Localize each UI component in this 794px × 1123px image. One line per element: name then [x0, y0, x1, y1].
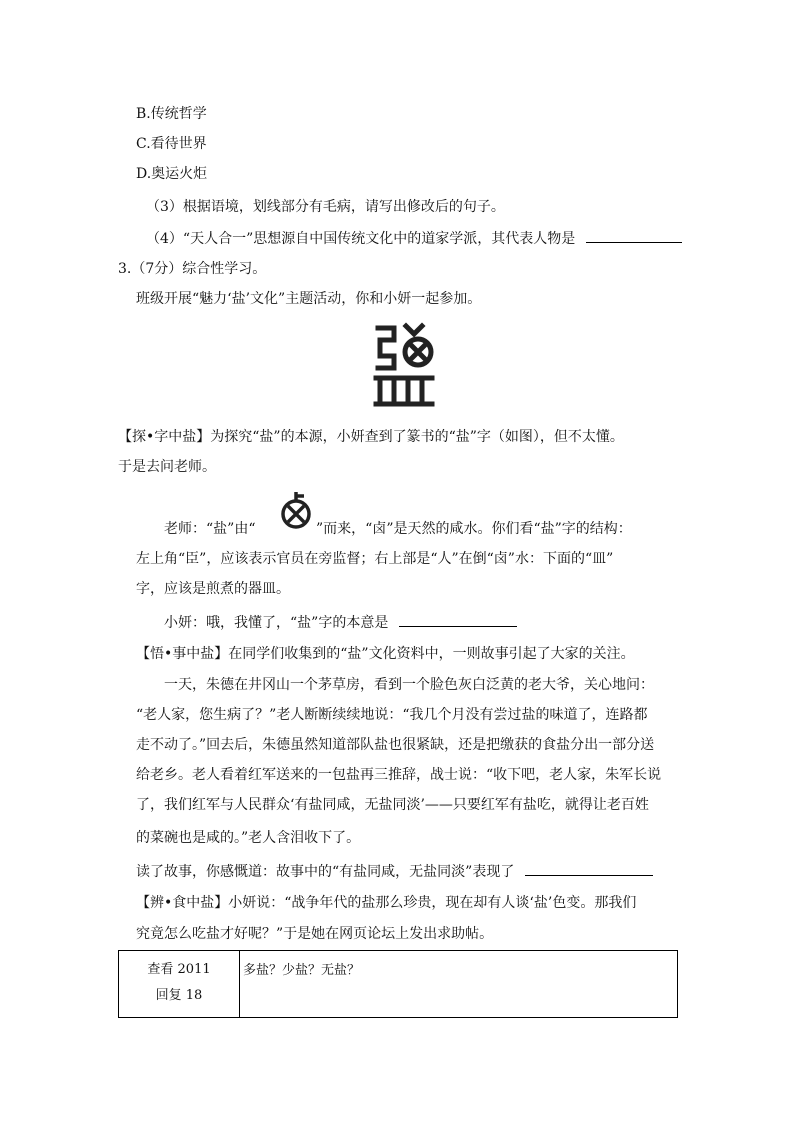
xiaoyan-text: 小妍：哦，我懂了，“盐”字的本意是 [164, 615, 389, 631]
explore-line-2: 于是去问老师。 [118, 459, 216, 475]
teacher-line-1-end: ”而来，“卤”是天然的咸水。你们看“盐”字的结构： [316, 521, 632, 537]
forum-post-title[interactable]: 多盐？少盐？无盐？ [240, 951, 678, 1018]
story-line: 了，我们红军与人民群众‘有盐同咸，无盐同淡’——只要红军有盐吃，就得让老百姓 [136, 797, 649, 813]
option-d: D.奥运火炬 [136, 166, 208, 182]
seal-script-salt-image [370, 320, 438, 412]
answer-blank-q4[interactable] [586, 228, 682, 243]
explore-line-1: 【探•字中盐】为探究“盐”的本源，小妍查到了篆书的“盐”字（如图），但不太懂。 [118, 429, 624, 445]
story-line: 一天，朱德在井冈山一个茅草房，看到一个脸色灰白泛黄的老大爷，关心地问： [164, 677, 654, 693]
reflection-line [136, 861, 653, 882]
teacher-line-2: 左上角“臣”，应该表示官员在旁监督；右上部是“人”在倒“卤”水：下面的“皿” [136, 551, 614, 567]
story-line: “老人家，您生病了？”老人断断续续地说：“我几个月没有尝过盐的味道了，连路都 [136, 707, 648, 723]
story-line: 给老乡。老人看着红军送来的一包盐再三推辞，战士说：“收下吧，老人家，朱军长说 [136, 767, 662, 783]
xiaoyan-line [164, 612, 517, 633]
teacher-line-1-start: 老师：“盐”由“ [164, 521, 256, 537]
story-header: 【悟•事中盐】在同学们收集到的“盐”文化资料中，一则故事引起了大家的关注。 [136, 646, 635, 662]
answer-blank-salt-meaning[interactable] [399, 612, 517, 627]
question-4-text: （4）“天人合一”思想源自中国传统文化中的道家学派，其代表人物是 [146, 231, 576, 247]
forum-replies: 回复 18 [155, 988, 203, 1003]
story-line: 的菜碗也是咸的。”老人含泪收下了。 [136, 830, 361, 846]
option-c: C.看待世界 [136, 136, 207, 152]
food-line-2: 究竟怎么吃盐才好呢？”于是她在网页论坛上发出求助帖。 [136, 926, 494, 942]
forum-stats-cell [119, 951, 240, 1018]
forum-views: 查看 2011 [147, 962, 211, 977]
question-4-sub [146, 228, 682, 249]
answer-blank-reflection[interactable] [525, 861, 653, 876]
forum-post-table [118, 950, 678, 1018]
section-3-header: 3.（7分）综合性学习。 [118, 261, 267, 277]
teacher-line-3: 字，应该是煎煮的器皿。 [136, 581, 290, 597]
section-3-intro: 班级开展“魅力‘盐’文化”主题活动，你和小妍一起参加。 [136, 291, 482, 307]
food-line-1: 【辨•食中盐】小妍说：“战争年代的盐那么珍贵，现在却有人谈‘盐’色变。那我们 [136, 895, 637, 911]
option-b: B.传统哲学 [136, 106, 207, 122]
reflection-text: 读了故事，你感慨道：故事中的“有盐同咸，无盐同淡”表现了 [136, 864, 515, 880]
story-line: 走不动了。”回去后，朱德虽然知道部队盐也很紧缺，还是把缴获的食盐分出一部分送 [136, 737, 655, 753]
lu-character-icon [276, 490, 316, 530]
question-3-sub: （3）根据语境，划线部分有毛病，请写出修改后的句子。 [146, 199, 505, 215]
